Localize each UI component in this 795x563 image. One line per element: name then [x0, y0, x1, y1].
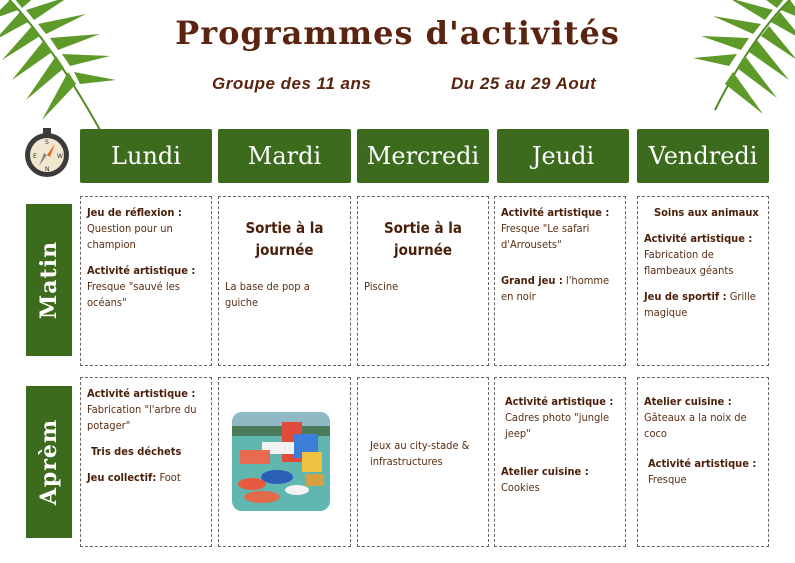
svg-text:W: W [57, 153, 63, 160]
cell-matin-lundi: Jeu de réflexion : Question pour un champion Activité artistique : Fresque "sauvé les océans" [80, 196, 212, 366]
row-label-matin: Matin [26, 204, 72, 356]
cell-aprem-lundi: Activité artistique : Fabrication "l'arbre du potager" Tris des déchets Jeu collectif: Foot [80, 377, 212, 547]
cell-matin-mardi: Sortie à la journée La base de pop a guiche [218, 196, 351, 366]
day-header-vendredi: Vendredi [637, 129, 769, 183]
cell-matin-mercredi: Sortie à la journée Piscine [357, 196, 489, 366]
water-park-photo [232, 412, 330, 511]
svg-text:E: E [33, 153, 37, 160]
cell-aprem-mercredi: Jeux au city-stade & infrastructures [357, 377, 489, 547]
cell-matin-vendredi: Soins aux animaux Activité artistique : Fabrication de flambeaux géants Jeu de sportif : Grille magique [637, 196, 769, 366]
page-title: Programmes d'activités [175, 14, 620, 52]
svg-text:S: S [45, 139, 49, 146]
date-range: Du 25 au 29 Aout [451, 74, 597, 93]
cell-aprem-jeudi: Activité artistique : Cadres photo "jungle jeep" Atelier cuisine : Cookies [494, 377, 626, 547]
day-header-lundi: Lundi [80, 129, 212, 183]
cell-matin-jeudi: Activité artistique : Fresque "Le safari d'Arrousets" Grand jeu : l'homme en noir [494, 196, 626, 366]
day-header-mardi: Mardi [218, 129, 351, 183]
cell-aprem-vendredi: Atelier cuisine : Gâteaux a la noix de coco Activité artistique : Fresque [637, 377, 769, 547]
group-label: Groupe des 11 ans [212, 74, 372, 93]
day-header-jeudi: Jeudi [497, 129, 629, 183]
svg-text:N: N [45, 166, 50, 173]
day-header-mercredi: Mercredi [357, 129, 489, 183]
row-label-apres-midi: Aprèm [26, 386, 72, 538]
compass-icon [22, 128, 72, 178]
